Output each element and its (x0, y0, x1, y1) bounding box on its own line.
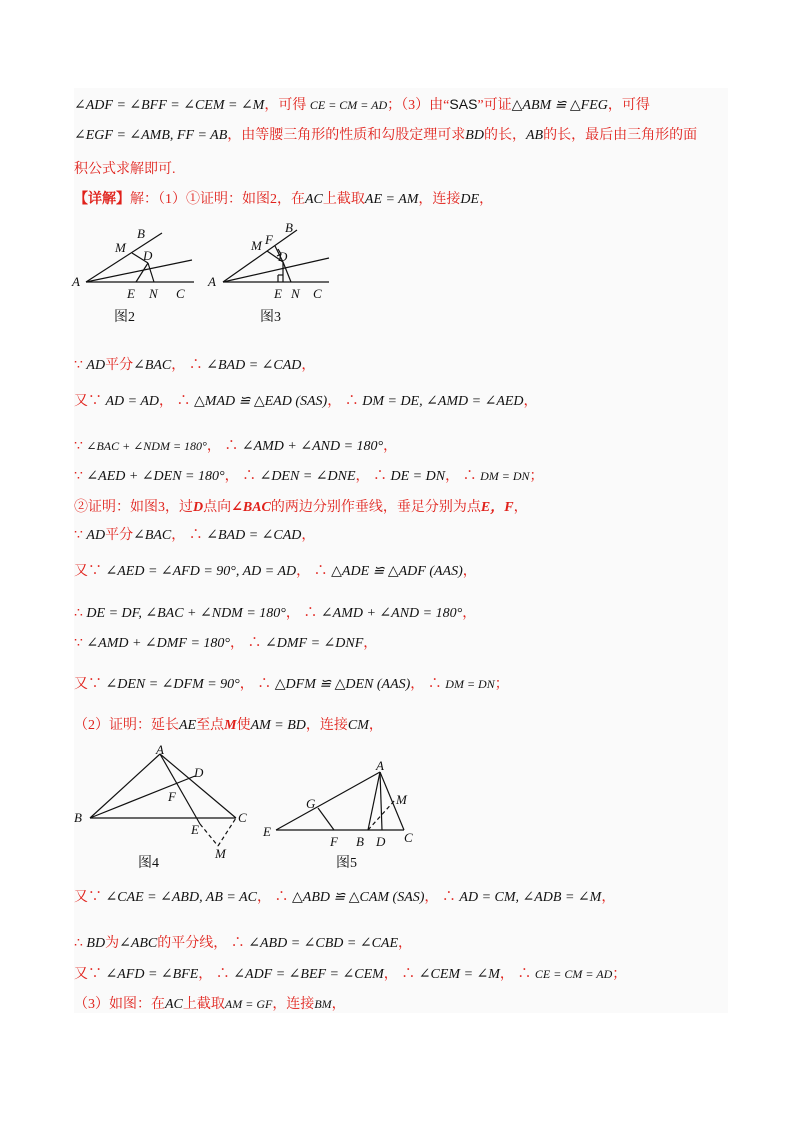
text: ， (513, 500, 528, 515)
math: ∠CAE = ∠ABD, AB = AC (105, 890, 257, 905)
therefore-symbol: ∴ (427, 677, 442, 692)
therefore-symbol: ∴ (462, 469, 477, 484)
text: ，可得 (607, 98, 650, 113)
math: AB (525, 128, 544, 143)
text: ， (462, 606, 477, 621)
label-a: A (208, 274, 216, 289)
math: ∠AED = ∠AFD = 90°, AD = AD (105, 564, 297, 579)
text: 点向 (203, 500, 232, 515)
text: ，连接 (418, 192, 461, 207)
label-b: B (137, 226, 145, 241)
math: BD (86, 936, 106, 951)
text: ， (285, 606, 300, 621)
text-line-7 (74, 436, 397, 457)
therefore-symbol: ∴ (188, 358, 203, 373)
label-f: F (330, 834, 338, 849)
math: ∠DEN = ∠DNE (259, 469, 356, 484)
text: 使 (236, 718, 251, 733)
text: ；（3）由“ (387, 98, 450, 113)
text: ， (301, 528, 316, 543)
therefore-symbol: ∴ (247, 636, 262, 651)
math: ∠DEN = ∠DFM = 90° (105, 677, 240, 692)
text: 又∵ (74, 677, 102, 692)
math: AD = CM, ∠ADB = ∠M (459, 890, 602, 905)
text: ， (462, 564, 477, 579)
text-line-12 (74, 604, 476, 624)
text: ， (296, 564, 311, 579)
math: ∠AMD + ∠AND = 180° (320, 606, 463, 621)
text: ， (224, 469, 239, 484)
text: ， (171, 358, 186, 373)
figure-3-caption: 图3 (260, 310, 281, 325)
text: ， (523, 394, 538, 409)
math: ∠AED + ∠DEN = 180° (86, 469, 225, 484)
text-line-5 (74, 356, 315, 376)
because-symbol: ∵ (74, 358, 83, 373)
side-ba (90, 754, 160, 818)
therefore-symbol: ∴ (441, 890, 456, 905)
because-symbol: ∵ (74, 439, 83, 454)
math: DM = DN (480, 469, 530, 483)
label-b: B (285, 220, 293, 235)
text-line-1 (74, 94, 650, 116)
math: AE (179, 718, 197, 733)
label-d: D (143, 248, 153, 263)
text: ， (230, 636, 245, 651)
therefore-symbol: ∴ (176, 394, 191, 409)
therefore-symbol: ∴ (215, 967, 230, 982)
therefore-symbol: ∴ (373, 469, 388, 484)
text-line-18 (74, 964, 626, 985)
math: ∠ABD = ∠CBD = ∠CAE (248, 936, 399, 951)
math: AE = AM (364, 192, 419, 207)
math: △ABD ≌ △CAM (SAS) (292, 890, 425, 905)
math: DM = DN (445, 677, 495, 691)
label-a: A (156, 742, 164, 757)
text: ∠BAC (231, 500, 271, 515)
text: ，由等腰三角形的性质和勾股定理可求 (227, 128, 466, 143)
math: ∠AFD = ∠BFE (105, 967, 199, 982)
text: ； (612, 967, 627, 982)
label-m: M (215, 846, 226, 861)
therefore-symbol: ∴ (344, 394, 359, 409)
text: 平分 (105, 358, 134, 373)
figure-4-caption: 图4 (138, 856, 159, 871)
text: （3）如图：在 (74, 997, 165, 1012)
label-e: E (127, 286, 135, 301)
text-line-13 (74, 634, 377, 654)
text: 为 (105, 936, 120, 951)
label-m: M (396, 792, 407, 807)
text: 至点 (196, 718, 225, 733)
text: ， (327, 394, 342, 409)
label-n: N (291, 286, 300, 301)
math: DM = DE, ∠AMD = ∠AED (362, 394, 524, 409)
math: △ABM ≌ △FEG (511, 98, 608, 113)
math: AM = BD (250, 718, 306, 733)
text: ， (445, 469, 460, 484)
text: D (193, 500, 204, 515)
text: 的平分线， (157, 936, 228, 951)
label-f: F (168, 789, 176, 804)
because-symbol: ∵ (74, 636, 83, 651)
text: ，连接 (305, 718, 348, 733)
math: AD = AD (105, 394, 160, 409)
math: DE (460, 192, 480, 207)
math: ∠CEM = ∠M (418, 967, 500, 982)
text: ， (499, 967, 514, 982)
text: 又∵ (74, 967, 102, 982)
math: BD (465, 128, 484, 143)
text: 上截取 (182, 997, 225, 1012)
text-line-14 (74, 674, 509, 695)
math: DE = DF, ∠BAC + ∠NDM = 180° (86, 606, 286, 621)
text: ， (239, 677, 254, 692)
segment-cm (218, 818, 236, 846)
text: ， (424, 890, 439, 905)
text: ， (398, 936, 413, 951)
math: ∠BAC + ∠NDM = 180° (86, 439, 207, 453)
therefore-symbol: ∴ (230, 936, 245, 951)
math: ∠ADF = ∠BEF = ∠CEM (233, 967, 384, 982)
math: CM (347, 718, 369, 733)
label-a: A (376, 758, 384, 773)
text: ， (301, 358, 316, 373)
bisector-ad (223, 258, 329, 282)
text: 的两边分别作垂线，垂足分别为点 (270, 500, 481, 515)
text-line-19 (74, 994, 346, 1015)
math: AC (305, 192, 323, 207)
text-line-2 (74, 126, 697, 146)
text: ， (410, 677, 425, 692)
segment-gf (318, 808, 334, 830)
segment-ab (368, 772, 380, 830)
text: ； (529, 469, 544, 484)
text-line-11 (74, 562, 477, 582)
text: ， (355, 469, 370, 484)
therefore-symbol: ∴ (74, 606, 83, 621)
text-line-10 (74, 526, 315, 546)
text-line-6 (74, 392, 538, 412)
therefore-symbol: ∴ (303, 606, 318, 621)
math: AD (86, 358, 106, 373)
text: SAS (449, 96, 478, 112)
math: ∠BAD = ∠CAD (206, 358, 302, 373)
text: 平分 (105, 528, 134, 543)
math: CE = CM = AD (309, 98, 388, 112)
text-line-3 (74, 160, 176, 180)
math: ∠ADF = ∠BFF = ∠CEM = ∠M (74, 98, 265, 113)
figure-2 (70, 218, 200, 308)
therefore-symbol: ∴ (224, 439, 239, 454)
because-symbol: ∵ (74, 528, 83, 543)
math: ∠ABC (119, 936, 158, 951)
label-c: C (176, 286, 185, 301)
text: ， (198, 967, 213, 982)
text: ，连接 (272, 997, 315, 1012)
label-e: E (274, 286, 282, 301)
text: ， (383, 967, 398, 982)
label-b: B (356, 834, 364, 849)
math: AD (86, 528, 106, 543)
text: 又∵ (74, 394, 102, 409)
figure-5-caption: 图5 (336, 856, 357, 871)
segment-dn (148, 263, 154, 282)
math: DE = DN (390, 469, 446, 484)
text: 上截取 (322, 192, 365, 207)
text: 又∵ (74, 564, 102, 579)
text-line-4 (74, 190, 493, 210)
text-line-9 (74, 498, 528, 518)
text: 的长，最后由三角形的面 (543, 128, 698, 143)
detail-heading: 【详解】 (74, 192, 130, 207)
math: △DFM ≌ △DEN (AAS) (274, 677, 411, 692)
text: E，F (480, 500, 514, 515)
text-line-16 (74, 888, 615, 908)
math: AC (165, 997, 183, 1012)
text: ， (383, 439, 398, 454)
text: ， (159, 394, 174, 409)
therefore-symbol: ∴ (274, 890, 289, 905)
because-symbol: ∵ (74, 469, 83, 484)
therefore-symbol: ∴ (517, 967, 532, 982)
math: ∠AMD + ∠AND = 180° (241, 439, 384, 454)
label-a: A (72, 274, 80, 289)
figure-2-caption: 图2 (114, 310, 135, 325)
therefore-symbol: ∴ (313, 564, 328, 579)
therefore-symbol: ∴ (257, 677, 272, 692)
math: ∠DMF = ∠DNF (265, 636, 364, 651)
label-d: D (278, 249, 288, 264)
label-e: E (263, 824, 271, 839)
figure-5 (262, 758, 432, 853)
text: 解：（1）①证明：如图2，在 (130, 192, 305, 207)
segment-ad (380, 772, 382, 830)
math: BM (314, 997, 332, 1011)
figure-3 (205, 218, 340, 308)
figure-4 (70, 744, 260, 864)
text: （2）证明：延长 (74, 718, 179, 733)
text: ”可证 (477, 98, 512, 113)
label-c: C (404, 830, 413, 845)
therefore-symbol: ∴ (401, 967, 416, 982)
text: ， (206, 439, 221, 454)
label-f: F (265, 232, 273, 247)
segment-de (136, 263, 148, 282)
label-n: N (149, 286, 158, 301)
math: ∠BAD = ∠CAD (206, 528, 302, 543)
bisector-ad (86, 260, 192, 282)
math: ∠BAC (133, 358, 172, 373)
therefore-symbol: ∴ (74, 936, 83, 951)
text: ， (171, 528, 186, 543)
label-c: C (313, 286, 322, 301)
label-m: M (115, 240, 126, 255)
label-c: C (238, 810, 247, 825)
text: M (224, 718, 237, 733)
label-m: M (251, 238, 262, 253)
math: AM = GF (224, 997, 273, 1011)
text: 的长， (483, 128, 526, 143)
label-d: D (376, 834, 386, 849)
segment-em (200, 824, 218, 846)
segment-bd (90, 776, 195, 818)
text-line-8 (74, 466, 544, 487)
math: ∠EGF = ∠AMB, FF = AB (74, 128, 228, 143)
math: ∠AMD + ∠DMF = 180° (86, 636, 231, 651)
text: ， (601, 890, 616, 905)
math: CE = CM = AD (534, 967, 613, 981)
math: △ADE ≌ △ADF (AAS) (331, 564, 463, 579)
label-e: E (191, 822, 199, 837)
text: 又∵ (74, 890, 102, 905)
text: ， (363, 636, 378, 651)
text-line-17 (74, 934, 412, 954)
math: ∠BAC (133, 528, 172, 543)
label-g: G (306, 796, 316, 811)
segment-dn (283, 262, 291, 282)
text: ， (479, 192, 494, 207)
label-d: D (194, 765, 204, 780)
therefore-symbol: ∴ (188, 528, 203, 543)
text: 积公式求解即可. (74, 162, 176, 177)
text: ， (331, 997, 346, 1012)
text: ②证明：如图3，过 (74, 500, 193, 515)
text: ， (368, 718, 383, 733)
text-line-15 (74, 716, 383, 736)
label-b: B (74, 810, 82, 825)
text: ， (257, 890, 271, 905)
text: ，可得 (264, 98, 307, 113)
math: △MAD ≌ △EAD (SAS) (194, 394, 328, 409)
therefore-symbol: ∴ (242, 469, 257, 484)
text: ； (494, 677, 509, 692)
